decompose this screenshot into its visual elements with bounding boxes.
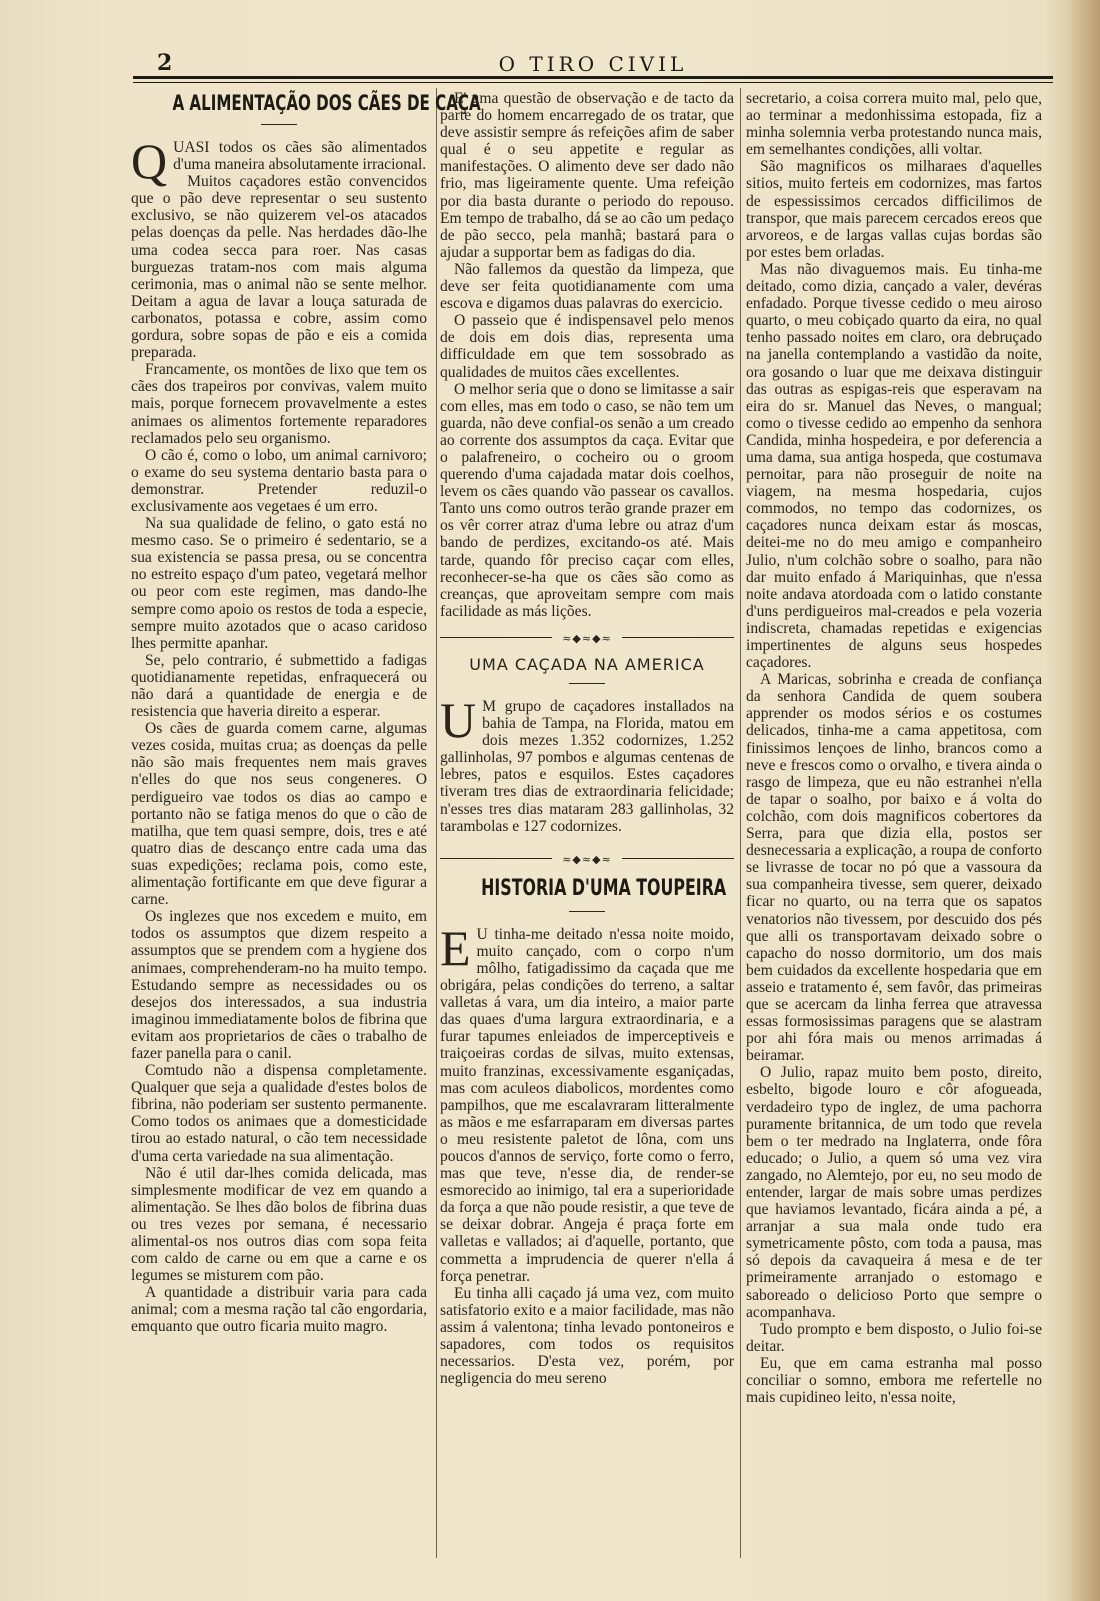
article-title-alimentacao: A ALIMENTAÇÃO DOS CÃES DE CAÇA <box>172 91 481 115</box>
paragraph: O melhor seria que o dono se limitasse a sair com elles, mas em todo o caso, se não tem um guarda, não deve confial-os senão a um creado ao corrente dos assumptos da caça. Evitar que o palafreneiro, o cocheiro ou o groom querendo d'uma cajadada matar dois coelhos, levem os cães quando vão passear os cavallos. Tanto uns como outros terão grande prazer em os vêr correr atraz d'uma lebre ou atraz d'um bando de perdizes, excitando-os até. Mais tarde, quando fôr preciso caçar com elles, reconhecer-se-ha que os cães são como as creanças, que aproveitam sempre com mais facilidade as más lições. <box>440 380 734 620</box>
toupeira-first-paragraph <box>440 919 734 1285</box>
toupeira-text: U tinha-me deitado n'essa noite moido, muito cançado, com o corpo n'um môlho, fatigadissimo da caçada que me obrigára, pelas condições do terreno, a saltar valletas á vara, um dia inteiro, a maior parte das quaes d'uma largura extraordinaria, e a furar tapumes enleiados de imperceptiveis e traiçoeiras cordas de silvas, muito extensas, muito franzinas, excessivamente esganiçadas, mas com aculeos diabolicos, mordentes como pampilhos, que me escalavraram litteralmente as mãos e me esfarraparam em diversas partes o meu resistente paletot de lôna, com uns poucos d'annos de serviço, forte como o ferro, mas que teve, n'esse dia, de render-se esmorecido ao inimigo, tal era a superioridade da força a que não poude resistir, a que teve de se deixar dobrar. Angeja é praça forte em valletas e vallados; ai d'aquelle, portanto, que commetta a imprudencia de querer n'ella á força penetrar. <box>440 925 734 1285</box>
paragraph: E' uma questão de observação e de tacto da parte do homem encarregado de os tratar, que deve assistir sempre ás refeições afim de saber qual é o seu appetite e regular as manifestações. O alimento deve ser dado não frio, mas ligeiramente quente. Uma refeição por dia basta durante o periodo do repouso. Em tempo de trabalho, dá se ao cão um pedaço de pão secco, pela manhã; bastará para o ajudar a supportar bem as fadigas do dia. <box>440 90 734 261</box>
newspaper-title: O TIRO CIVIL <box>498 52 688 76</box>
america-paragraph <box>440 692 734 835</box>
header-rule-thin <box>133 82 1053 83</box>
page-edge-shadow <box>1072 0 1100 1601</box>
paragraph: Não é util dar-lhes comida delicada, mas simplesmente modificar de vez em quando a alimentação. Se lhes dão bolos de fibrina duas ou tres vezes por semana, é necessario alimental-os nos outros dias com sopa feita com caldo de carne ou em que a carne e os legumes se misturem com pão. <box>131 1164 427 1285</box>
paragraph: Francamente, os montões de lixo que tem os cães dos trapeiros por convivas, valem muito mais, porque fornecem provavelmente a estes animaes os alimentos fortemente reparadores reclamados pelo seu organismo. <box>131 361 427 447</box>
drop-cap: E <box>440 919 471 976</box>
column-divider-1 <box>436 88 437 1558</box>
paragraph: Eu tinha alli caçado já uma vez, com muito satisfatorio exito e a maior facilidade, mas não assim á valentona; tinha levado pontoneiros e sapadores, com todos os requisitos necessarios. D'esta vez, porém, por negligencia do meu sereno <box>440 1284 734 1388</box>
paragraph: secretario, a coisa correra muito mal, pelo que, ao terminar a medonhissima estopada, fiz a minha solemnia verba protestando nunca mais, em semelhantes condições, alli voltar. <box>746 90 1042 159</box>
paragraph: São magnificos os milharaes d'aquelles sitios, muito ferteis em codornizes, mas fartos de espessissimos cercados difficilimos de transpor, que mais parecem cercados ereos que arvoreos, e de largas vallas cujas bordas são por estes bem orladas. <box>746 158 1042 261</box>
article-first-paragraph <box>131 133 427 189</box>
paragraph: Não fallemos da questão da limpeza, que deve ser feita quotidianamente com uma escova e digamos duas palavras do exercicio. <box>440 260 734 313</box>
column-2 <box>440 90 734 1387</box>
first-paragraph-text: UASI todos os cães são alimentados d'uma maneira absolutamente irracional. <box>173 139 427 174</box>
paragraph: Tudo prompto e bem disposto, o Julio foi-se deitar. <box>746 1320 1042 1355</box>
column-divider-2 <box>740 88 741 1558</box>
page-number: 2 <box>157 50 173 76</box>
paragraph: O passeio que é indispensavel pelo menos de dois em dois dias, representa uma difficuldade em que tem sossobrado as qualidades de muitos cães excellentes. <box>440 312 734 381</box>
paragraph: Os cães de guarda comem carne, algumas vezes cosida, muitas crua; as doenças da pelle não são mais frequentes nem mais graves n'elles do que nos seus congeneres. O perdigueiro vae todos os dias ao campo e portanto não se fatiga menos do que o cão de matilha, que tem quasi sempre, dois, tres e até quatro dias de descanço entre cada uma das suas expedições; reclama pois, como este, alimentação fortificante em que deve figurar a carne. <box>131 720 427 909</box>
paragraph: A Maricas, sobrinha e creada de confiança da senhora Candida de quem soubera apprender os modos sérios e os costumes delicados, tinha-me a cama appetitosa, com finissimos lençoes de linho, brancos como a neve e frescos como o orvalho, e tivera ainda o rasgo de limpeza, que eu não estranhei n'ella de tapar o soalho, por baixo e á volta do colchão, com dois magnificos cobertores da Serra, para que dizia ella, postos ser desnecessaria a explicação, a roupa de conforto se livrasse de tocar no pó que a vassoura da sua companheira tivesse, sem querer, deixado ficar no quarto, ou na terra que os sapatos venatorios não tivessem, por descuido dos pés que alli os transportavam deixado sobre o capacho do nosso dormitorio, um dos mais bem cuidados da excellente hospedaria que em asseio e tratamento é, sem favôr, das primeiras que se acercam da linha ferrea que atravessa essas formosissimas paragens que se alastram por ahi fóra mais ou menos arrimadas á beiramar. <box>746 671 1042 1065</box>
title-rule <box>569 911 605 912</box>
paragraph: Comtudo não a dispensa completamente. Qualquer que seja a qualidade d'estes bolos de fibrina, não poderiam ser sustento permanente. Como todos os animaes que a domesticidade tirou ao estado natural, o cão tem necessidade d'uma certa variedade na sua alimentação. <box>131 1062 427 1165</box>
paragraph: Os inglezes que nos excedem e muito, em todos os assumptos que dizem respeito a assumptos que se prendem com a hygiene dos animaes, comprehenderam-no ha muito tempo. Estudando sempre as necessidades ou os desejos dos interessados, a sua industria imaginou immediatamente bolos de fibrina que evitam aos proprietarios de cães o trabalho de fazer panella para o canil. <box>131 908 427 1062</box>
section-ornament: ≈◆≈◆≈ <box>440 630 734 644</box>
page-header <box>133 50 1053 76</box>
paragraph: Se, pelo contrario, é submettido a fadigas quotidianamente repetidas, enfraquecerá ou não dará a quantidade de energia e de resistencia que haveria direito a esperar. <box>131 651 427 721</box>
title-rule <box>569 683 605 684</box>
drop-cap: U <box>440 692 477 748</box>
header-rule-thick <box>133 76 1053 79</box>
column-1 <box>131 90 481 1336</box>
paragraph: A quantidade a distribuir varia para cada animal; com a mesma ração tal cão engordaria, emquanto que outro ficaria muito magro. <box>131 1284 427 1336</box>
paragraph: Mas não divaguemos mais. Eu tinha-me deitado, como dizia, cançado a valer, devéras enfadado. Porque tivesse cedido o meu airoso quarto, o meu cobiçado quarto da eira, no qual tenho passado noites em claro, ora debruçado na janella contemplando a vastidão da noite, ora gosando o luar que me deixava distinguir das outras as espigas-reis que esperavam na eira do sr. Manuel das Neves, o mangual; como o tivesse cedido ao empenho da senhora Candida, minha hospedeira, e por deferencia a uma dama, sua antiga hospeda, que costumava pernoitar, para não proseguir de noite na viagem, na mesma hospedaria, cujos commodos, no tempo das codornizes, os caçadores nunca deixam estar ás moscas, deitei-me no do meu amigo e companheiro Julio, n'um colchão sobre o soalho, para não dar muito enfado á Mariquinhas, que n'essa noite andava atordoada com o latido constante d'uns perdigueiros mal-creados e pela vozeria indiscreta, chamadas repetidas e exigencias impertinentes de alguns seus hospedes caçadores. <box>746 260 1042 672</box>
article-title-america: UMA CAÇADA NA AMERICA <box>469 654 705 674</box>
article-title-toupeira: HISTORIA D'UMA TOUPEIRA <box>481 875 727 901</box>
title-rule <box>261 124 297 125</box>
paragraph: Na sua qualidade de felino, o gato está no mesmo caso. Se o primeiro é sedentario, se a sua existencia se passa presa, ou se concentra no estreito espaço d'um pateo, vegetará melhor ou peor com este regimen, mas dando-lhe sempre como apoio os restos de toda a especie, sempre muito azotados que o acaso caridoso lhes permitte apanhar. <box>131 515 427 652</box>
paragraph: Muitos caçadores estão convencidos que o pão deve representar o seu sustento exclusivo, se não quizerem vel-os atacados pelas doenças da pelle. Nas herdades dão-lhe uma codea secca para roer. Nas casas burguezas tratam-nos com mais alguma cerimonia, mas o animal não se sente melhor. Deitam a agua de lavar a louça saturada de carbonatos, potassa e cobre, assim como gordura, sobre sopas de pão e eis a comida preparada. <box>131 173 427 362</box>
section-ornament: ≈◆≈◆≈ <box>440 851 734 865</box>
drop-cap: Q <box>131 133 168 189</box>
paragraph: O Julio, rapaz muito bem posto, direito, esbelto, bigode louro e côr afogueada, verdadeiro typo de inglez, de uma pachorra puramente britannica, de um todo que revela bem o ter medrado na Inglaterra, onde fôra educado; o Julio, a quem só uma vez vira zangado, no Alemtejo, por eu, no seu modo de entender, largar de mais sobre umas perdizes que haviamos levantado, ficára ainda a pé, a arranjar a sua mala onde tudo era symetricamente pôsto, com toda a pausa, mas só depois da cavaqueira á mesa e de ter primeiramente arranjado o estomago e saboreado o delicioso Porto que sempre o acompanhava. <box>746 1064 1042 1321</box>
paragraph: O cão é, como o lobo, um animal carnivoro; o exame do seu systema dentario basta para o demonstrar. Pretender reduzil-o exclusivamente aos vegetaes é um erro. <box>131 446 427 515</box>
america-text: M grupo de caçadores installados na bahia de Tampa, na Florida, matou em dois mezes 1.352 codornizes, 1.252 gallinholas, 97 pombos e algumas centenas de lebres, patos e esquilos. Estes caçadores tiveram tres dias de extraordinaria felicidade; n'esses tres dias mataram 283 gallinholas, 32 tarambolas e 127 codornizes. <box>440 698 734 835</box>
paragraph: Eu, que em cama estranha mal posso conciliar o somno, embora me refertelle no mais cupidineo leito, n'essa noite, <box>746 1354 1042 1407</box>
column-3 <box>746 90 1042 1406</box>
